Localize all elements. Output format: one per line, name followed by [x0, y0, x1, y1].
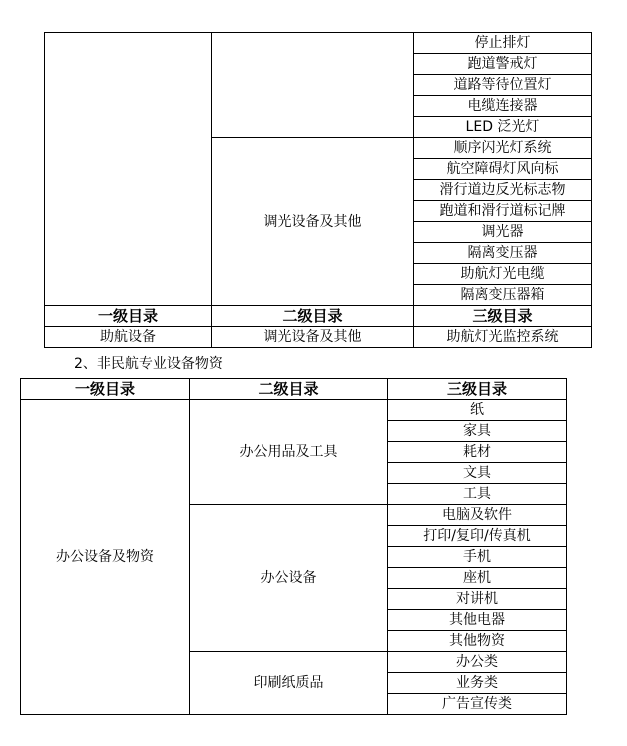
t2-item: 手机 [387, 546, 567, 568]
t2-group-office-supplies: 办公用品及工具 [189, 399, 388, 505]
t1-header-level3: 三级目录 [413, 305, 592, 327]
t2-item: 工具 [387, 483, 567, 505]
t2-header-level1: 一级目录 [20, 378, 190, 400]
t1-item: 隔离变压器 [413, 242, 592, 264]
t2-item: 其他电器 [387, 609, 567, 631]
t2-group-office-equipment: 办公设备 [189, 504, 388, 652]
t2-item: 耗材 [387, 441, 567, 463]
t1-last-level2: 调光设备及其他 [211, 326, 414, 348]
t2-item: 座机 [387, 567, 567, 589]
t2-item: 办公类 [387, 651, 567, 673]
t1-col2-group-a [211, 32, 414, 138]
t1-last-level1: 助航设备 [44, 326, 212, 348]
t1-header-level1: 一级目录 [44, 305, 212, 327]
t1-item: 顺序闪光灯系统 [413, 137, 592, 159]
t2-item: 其他物资 [387, 630, 567, 652]
t2-header-level2: 二级目录 [189, 378, 388, 400]
t2-item: 电脑及软件 [387, 504, 567, 526]
t1-item: 隔离变压器箱 [413, 284, 592, 306]
t1-col2-group-b: 调光设备及其他 [211, 137, 414, 306]
t2-item: 业务类 [387, 672, 567, 694]
t2-item: 广告宣传类 [387, 693, 567, 715]
t2-level1-merged: 办公设备及物资 [20, 399, 190, 715]
t1-item: 道路等待位置灯 [413, 74, 592, 96]
t1-last-level3: 助航灯光监控系统 [413, 326, 592, 348]
t2-item: 纸 [387, 399, 567, 421]
t1-item: 滑行道边反光标志物 [413, 179, 592, 201]
t1-item: 跑道和滑行道标记牌 [413, 200, 592, 222]
t2-item: 家具 [387, 420, 567, 442]
t1-header-level2: 二级目录 [211, 305, 414, 327]
t2-item: 对讲机 [387, 588, 567, 610]
t2-item: 文具 [387, 462, 567, 484]
section-caption: 2、非民航专业设备物资 [74, 356, 223, 372]
t2-group-printed-matter: 印刷纸质品 [189, 651, 388, 715]
t1-item: 电缆连接器 [413, 95, 592, 117]
t1-item: 跑道警戒灯 [413, 53, 592, 75]
t1-item: 调光器 [413, 221, 592, 243]
t1-item: 停止排灯 [413, 32, 592, 54]
t1-item: 航空障碍灯风向标 [413, 158, 592, 180]
t1-item: 助航灯光电缆 [413, 263, 592, 285]
t1-col1-merged [44, 32, 212, 306]
t2-item: 打印/复印/传真机 [387, 525, 567, 547]
t1-item: LED 泛光灯 [413, 116, 592, 138]
t2-header-level3: 三级目录 [387, 378, 567, 400]
